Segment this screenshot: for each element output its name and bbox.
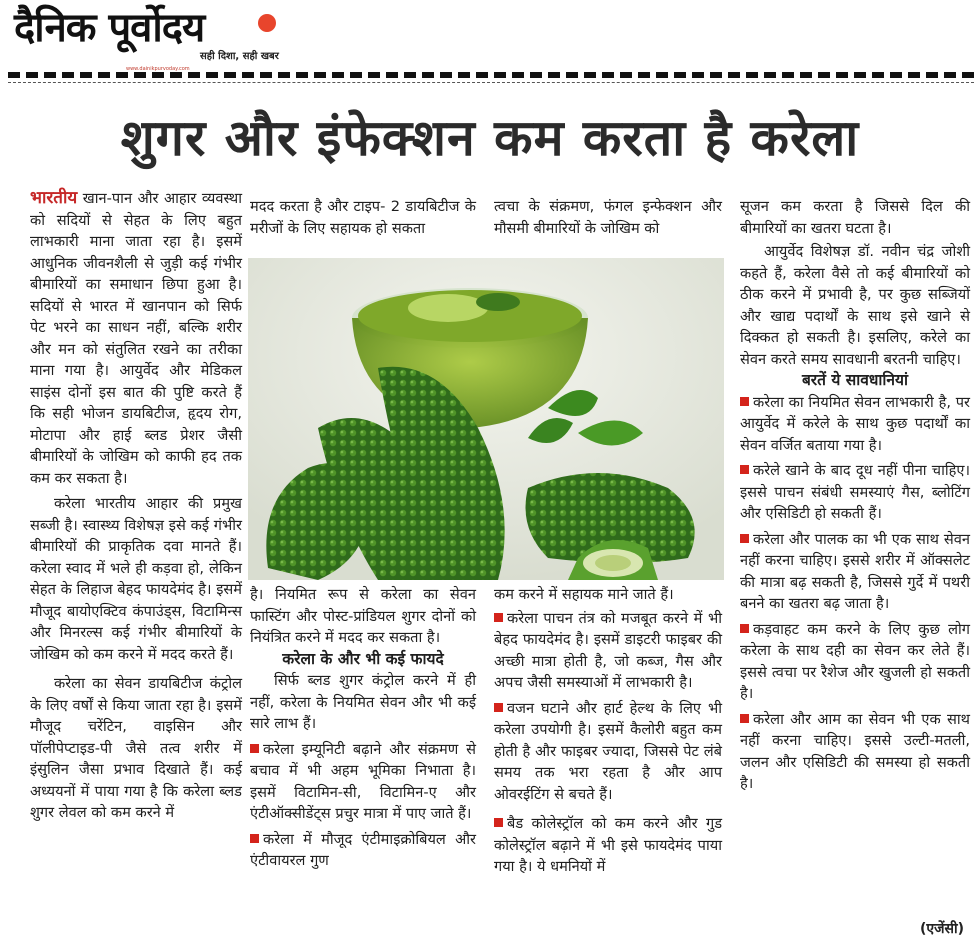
column4-bullet-5 [740,709,970,795]
column4-subhead: बरतें ये सावधानियां [801,371,909,389]
red-square-bullet-icon [740,397,749,406]
column3-bullet-3 [494,813,722,878]
column3-top-text: त्वचा के संक्रमण, फंगल इन्फेक्शन और मौसमी बीमारियों के जोखिम को [494,198,722,237]
column4-paragraph-2: आयुर्वेद विशेषज्ञ डॉ. नवीन चंद्र जोशी कहते हैं, करेला वैसे तो कई बीमारियों को ठीक करने में प्रभावी है, पर कुछ सब्जियों और खाद्य पदार्थों के साथ इसे खाने से दिक्कत हो सकती है। इसलिए, करेले का सेवन करते समय सावधानी बरतनी चाहिए। [740,243,970,368]
brand-tagline: सही दिशा, सही खबर [200,51,279,62]
column1-text-1: खान-पान और आहार व्यवस्था को सदियों से सेहत के लिए बहुत लाभकारी माना जाता रहा है। इसमें आधुनिक जीवनशैली से जुड़ी कई गंभीर बीमारियों का समाधान छिपा हुआ है। सदियों से भारत में खानपान को सिर्फ पेट भरने का साधन नहीं, बल्कि शरीर और मन को संतुलित रखने का तरीका माना गया है। आयुर्वेद और मेडिकल साइंस दोनों इस बात की पुष्टि करते हैं कि सही भोजन डायबिटीज, हृदय रोग, मोटापा और हाई ब्लड प्रेशर जैसी बीमारियों के जोखिम को काफी हद तक कम कर सकता है। [30,190,242,487]
column2-paragraph-2: सिर्फ ब्लड शुगर कंट्रोल करने में ही नहीं, करेला के नियमित सेवन और भी कई सारे लाभ हैं। [250,672,476,732]
column2-bullet-2-text: करेला में मौजूद एंटीमाइक्रोबियल और एंटीवायरल गुण [250,830,476,869]
column2-top-text: मदद करता है और टाइप- 2 डायबिटीज के मरीजों के लिए सहायक हो सकता [250,198,476,237]
red-square-bullet-icon [494,818,503,827]
column4-bullet-5-text: करेला और आम का सेवन भी एक साथ नहीं करना चाहिए। इससे उल्टी-मतली, जलन और एसिडिटी की समस्या हो सकती है। [740,710,970,792]
column2-paragraph-1: है। नियमित रूप से करेला का सेवन फास्टिंग और पोस्ट-प्रांडियल शुगर दोनों को नियंत्रित करने में मदद कर सकता है। [250,586,476,646]
column2-bullet-1 [250,739,476,825]
red-square-bullet-icon [494,703,503,712]
red-square-bullet-icon [740,465,749,474]
article-column-1 [30,188,242,824]
column4-bullet-4-text: कड़वाहट कम करने के लिए कुछ लोग करेला के साथ दही का सेवन कर लेते हैं। इससे त्वचा पर रैशेज और खुजली हो सकती है। [740,620,970,702]
brand-logo-dot [258,14,276,32]
column3-bullet-1-text: करेला पाचन तंत्र को मजबूत करने में भी बेहद फायदेमंद है। इसमें डाइटरी फाइबर की अच्छी मात्रा होती है, जो कब्ज, गैस और अपच जैसी समस्याओं में लाभकारी है। [494,609,722,691]
article-column-3-top [494,196,722,239]
column1-paragraph-3: करेला का सेवन डायबिटीज कंट्रोल के लिए वर्षों से किया जाता रहा है। इसमें मौजूद चरेंटिन, वाइसिन और पॉलीपेप्टाइड-पी जैसे तत्व शरीर में इंसुलिन जैसा प्रभाव दिखाते हैं। कई अध्ययनों में पाया गया है कि करेला ब्लड शुगर लेवल को कम करने में [30,675,242,821]
column4-bullet-2-text: करेले खाने के बाद दूध नहीं पीना चाहिए। इससे पाचन संबंधी समस्याएं गैस, ब्लोटिंग और एसिडिटी हो सकती हैं। [740,462,970,522]
column2-bullet-1-text: करेला इम्यूनिटी बढ़ाने और संक्रमण से बचाव में भी अहम भूमिका निभाता है। इसमें विटामिन-सी, विटामिन-ए और एंटीऑक्सीडेंट्स प्रचुर मात्रा में पाए जाते हैं। [250,740,476,822]
red-square-bullet-icon [250,834,259,843]
column4-bullet-3-text: करेला और पालक का भी एक साथ सेवन नहीं करना चाहिए। इससे शरीर में ऑक्सलेट की मात्रा बढ़ सकती है, जिससे गुर्दे में पथरी बनने का खतरा बढ़ जाता है। [740,530,970,612]
brand-small-text: www.dainikpurvoday.com [126,66,190,72]
column1-paragraph-2: करेला भारतीय आहार की प्रमुख सब्जी है। स्वास्थ्य विशेषज्ञ इसे कई गंभीर बीमारियों की प्राकृतिक दवा मानते हैं। करेला स्वाद में भले ही कड़वा हो, लेकिन सेहत के लिहाज बेहद फायदेमंद है। इसमें मौजूद बायोएक्टिव कंपाउंड्स, विटामिन्स और मिनरल्स कई गंभीर बीमारियों के जोखिम को कम करने में मदद करते हैं। [30,495,242,663]
column3-bullet-1 [494,608,722,694]
red-square-bullet-icon [740,624,749,633]
column2-bullet-2 [250,829,476,872]
lead-word: भारतीय [30,188,78,208]
red-square-bullet-icon [740,714,749,723]
column4-bullet-4 [740,619,970,705]
masthead-divider [8,72,974,78]
column4-bullet-1-text: करेला का नियमित सेवन लाभकारी है, पर आयुर्वेद में करेले के साथ कुछ पदार्थों का सेवन वर्जित बताया गया है। [740,393,970,454]
column3-bullet-2 [494,698,722,806]
red-square-bullet-icon [494,613,503,622]
article-column-4 [740,196,970,795]
column4-bullet-3 [740,529,970,615]
column3-bullet-3-text: बैड कोलेस्ट्रॉल को कम करने और गुड कोलेस्ट्रॉल बढ़ाने में भी इसे फायदेमंद पाया गया है। ये धमनियों में [494,815,722,875]
column4-bullet-1 [740,392,970,457]
bitter-gourd-photo [248,258,724,580]
column3-paragraph-1: कम करने में सहायक माने जाते हैं। [494,586,674,603]
article-column-2-top [250,196,476,239]
newspaper-brand: दैनिक पूर्वोदय [14,5,205,51]
agency-credit: (एजेंसी) [919,921,964,937]
red-square-bullet-icon [740,534,749,543]
article-column-3 [494,584,722,878]
column4-bullet-2 [740,460,970,525]
red-square-bullet-icon [250,744,259,753]
article-column-2 [250,584,476,872]
column3-bullet-2-text: वजन घटाने और हार्ट हेल्थ के लिए भी करेला उपयोगी है। इसमें कैलोरी बहुत कम होती है और फाइबर ज्यादा, जिससे पेट लंबे समय तक भरा रहता है और आप ओवरईटिंग से बचते हैं। [494,699,722,803]
article-headline: शुगर और इंफेक्शन कम करता है करेला [120,109,860,167]
column1-paragraph-1 [30,188,242,489]
masthead-divider-thin [8,82,974,83]
column2-subhead: करेला के और भी कई फायदे [282,649,444,668]
bitter-gourd-illustration [248,258,724,580]
column4-paragraph-1: सूजन कम करता है जिससे दिल की बीमारियों का खतरा घटता है। [740,198,970,237]
